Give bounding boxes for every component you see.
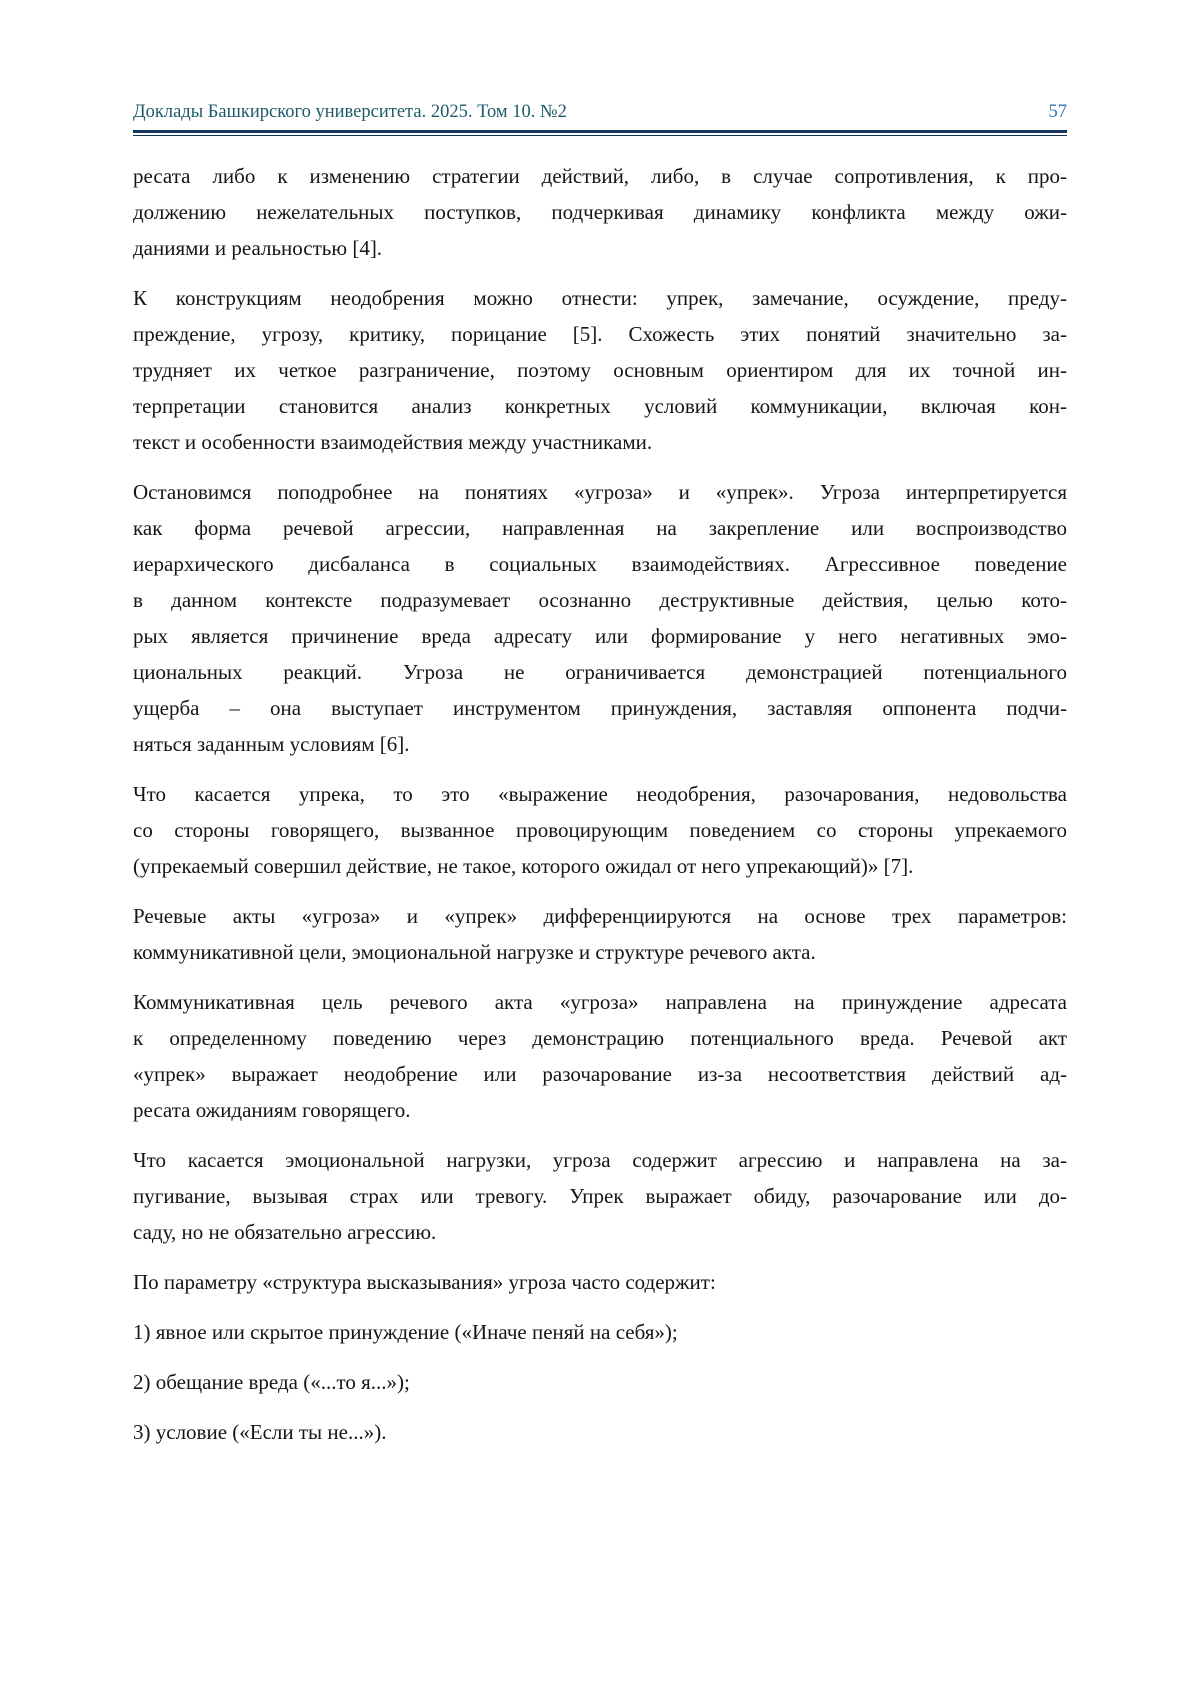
text-line: 3) условие («Если ты не...»). — [133, 1419, 387, 1444]
header-rule — [133, 130, 1067, 136]
text-line: к определенному поведению через демонстрацию потенциального вреда. Речевой акт — [133, 1025, 1067, 1050]
header-rule-thin-line — [133, 135, 1067, 136]
list-item — [133, 1314, 1067, 1350]
text-line: в данном контексте подразумевает осознанно деструктивные действия, целью кото- — [133, 587, 1067, 612]
text-line: Что касается упрека, то это «выражение неодобрения, разочарования, недовольства — [133, 781, 1067, 806]
text-line: как форма речевой агрессии, направленная на закрепление или воспроизводство — [133, 515, 1067, 540]
text-line: Что касается эмоциональной нагрузки, угроза содержит агрессию и направлена на за- — [133, 1147, 1067, 1172]
text-line: преждение, угрозу, критику, порицание [5]. Схожесть этих понятий значительно за- — [133, 321, 1067, 346]
text-line: ресата ожиданиям говорящего. — [133, 1097, 411, 1122]
page-header — [133, 100, 1067, 124]
text-line: терпретации становится анализ конкретных условий коммуникации, включая кон- — [133, 393, 1067, 418]
text-line: 1) явное или скрытое принуждение («Иначе пеняй на себя»); — [133, 1319, 678, 1344]
paragraph — [133, 898, 1067, 970]
paragraph — [133, 158, 1067, 266]
text-line: Речевые акты «угроза» и «упрек» дифференциируются на основе трех параметров: — [133, 903, 1067, 928]
text-line: (упрекаемый совершил действие, не такое, которого ожидал от него упрекающий)» [7]. — [133, 853, 914, 878]
text-line: иерархического дисбаланса в социальных взаимодействиях. Агрессивное поведение — [133, 551, 1067, 576]
text-line: трудняет их четкое разграничение, поэтому основным ориентиром для их точной ин- — [133, 357, 1067, 382]
text-line: даниями и реальностью [4]. — [133, 235, 383, 260]
text-line: должению нежелательных поступков, подчеркивая динамику конфликта между ожи- — [133, 199, 1067, 224]
text-line: со стороны говорящего, вызванное провоцирующим поведением со стороны упрекаемого — [133, 817, 1067, 842]
paragraph — [133, 776, 1067, 884]
text-line: К конструкциям неодобрения можно отнести: упрек, замечание, осуждение, преду- — [133, 285, 1067, 310]
text-line: ущерба – она выступает инструментом принуждения, заставляя оппонента подчи- — [133, 695, 1067, 720]
paragraph — [133, 280, 1067, 460]
list-item — [133, 1364, 1067, 1400]
text-line: пугивание, вызывая страх или тревогу. Упрек выражает обиду, разочарование или до- — [133, 1183, 1067, 1208]
text-line: коммуникативной цели, эмоциональной нагрузке и структуре речевого акта. — [133, 939, 816, 964]
text-line: няться заданным условиям [6]. — [133, 731, 410, 756]
text-line: ресата либо к изменению стратегии действий, либо, в случае сопротивления, к про- — [133, 163, 1067, 188]
text-line: саду, но не обязательно агрессию. — [133, 1219, 437, 1244]
paragraph — [133, 474, 1067, 762]
text-line: текст и особенности взаимодействия между участниками. — [133, 429, 653, 454]
list-item — [133, 1414, 1067, 1450]
text-line: 2) обещание вреда («...то я...»); — [133, 1369, 410, 1394]
page-number: 57 — [1048, 102, 1067, 122]
text-line: «упрек» выражает неодобрение или разочарование из-за несоответствия действий ад- — [133, 1061, 1067, 1086]
header-rule-thick-line — [133, 130, 1067, 133]
text-line: Коммуникативная цель речевого акта «угроза» направлена на принуждение адресата — [133, 989, 1067, 1014]
journal-title: Доклады Башкирского университета. 2025. Том 10. №2 — [133, 102, 567, 122]
paragraph — [133, 1142, 1067, 1250]
text-line: Остановимся поподробнее на понятиях «угроза» и «упрек». Угроза интерпретируется — [133, 479, 1067, 504]
text-line: По параметру «структура высказывания» угроза часто содержит: — [133, 1269, 716, 1294]
paragraph — [133, 984, 1067, 1128]
article-body — [133, 158, 1067, 1450]
text-line: рых является причинение вреда адресату или формирование у него негативных эмо- — [133, 623, 1067, 648]
text-line: циональных реакций. Угроза не ограничивается демонстрацией потенциального — [133, 659, 1067, 684]
paragraph — [133, 1264, 1067, 1300]
